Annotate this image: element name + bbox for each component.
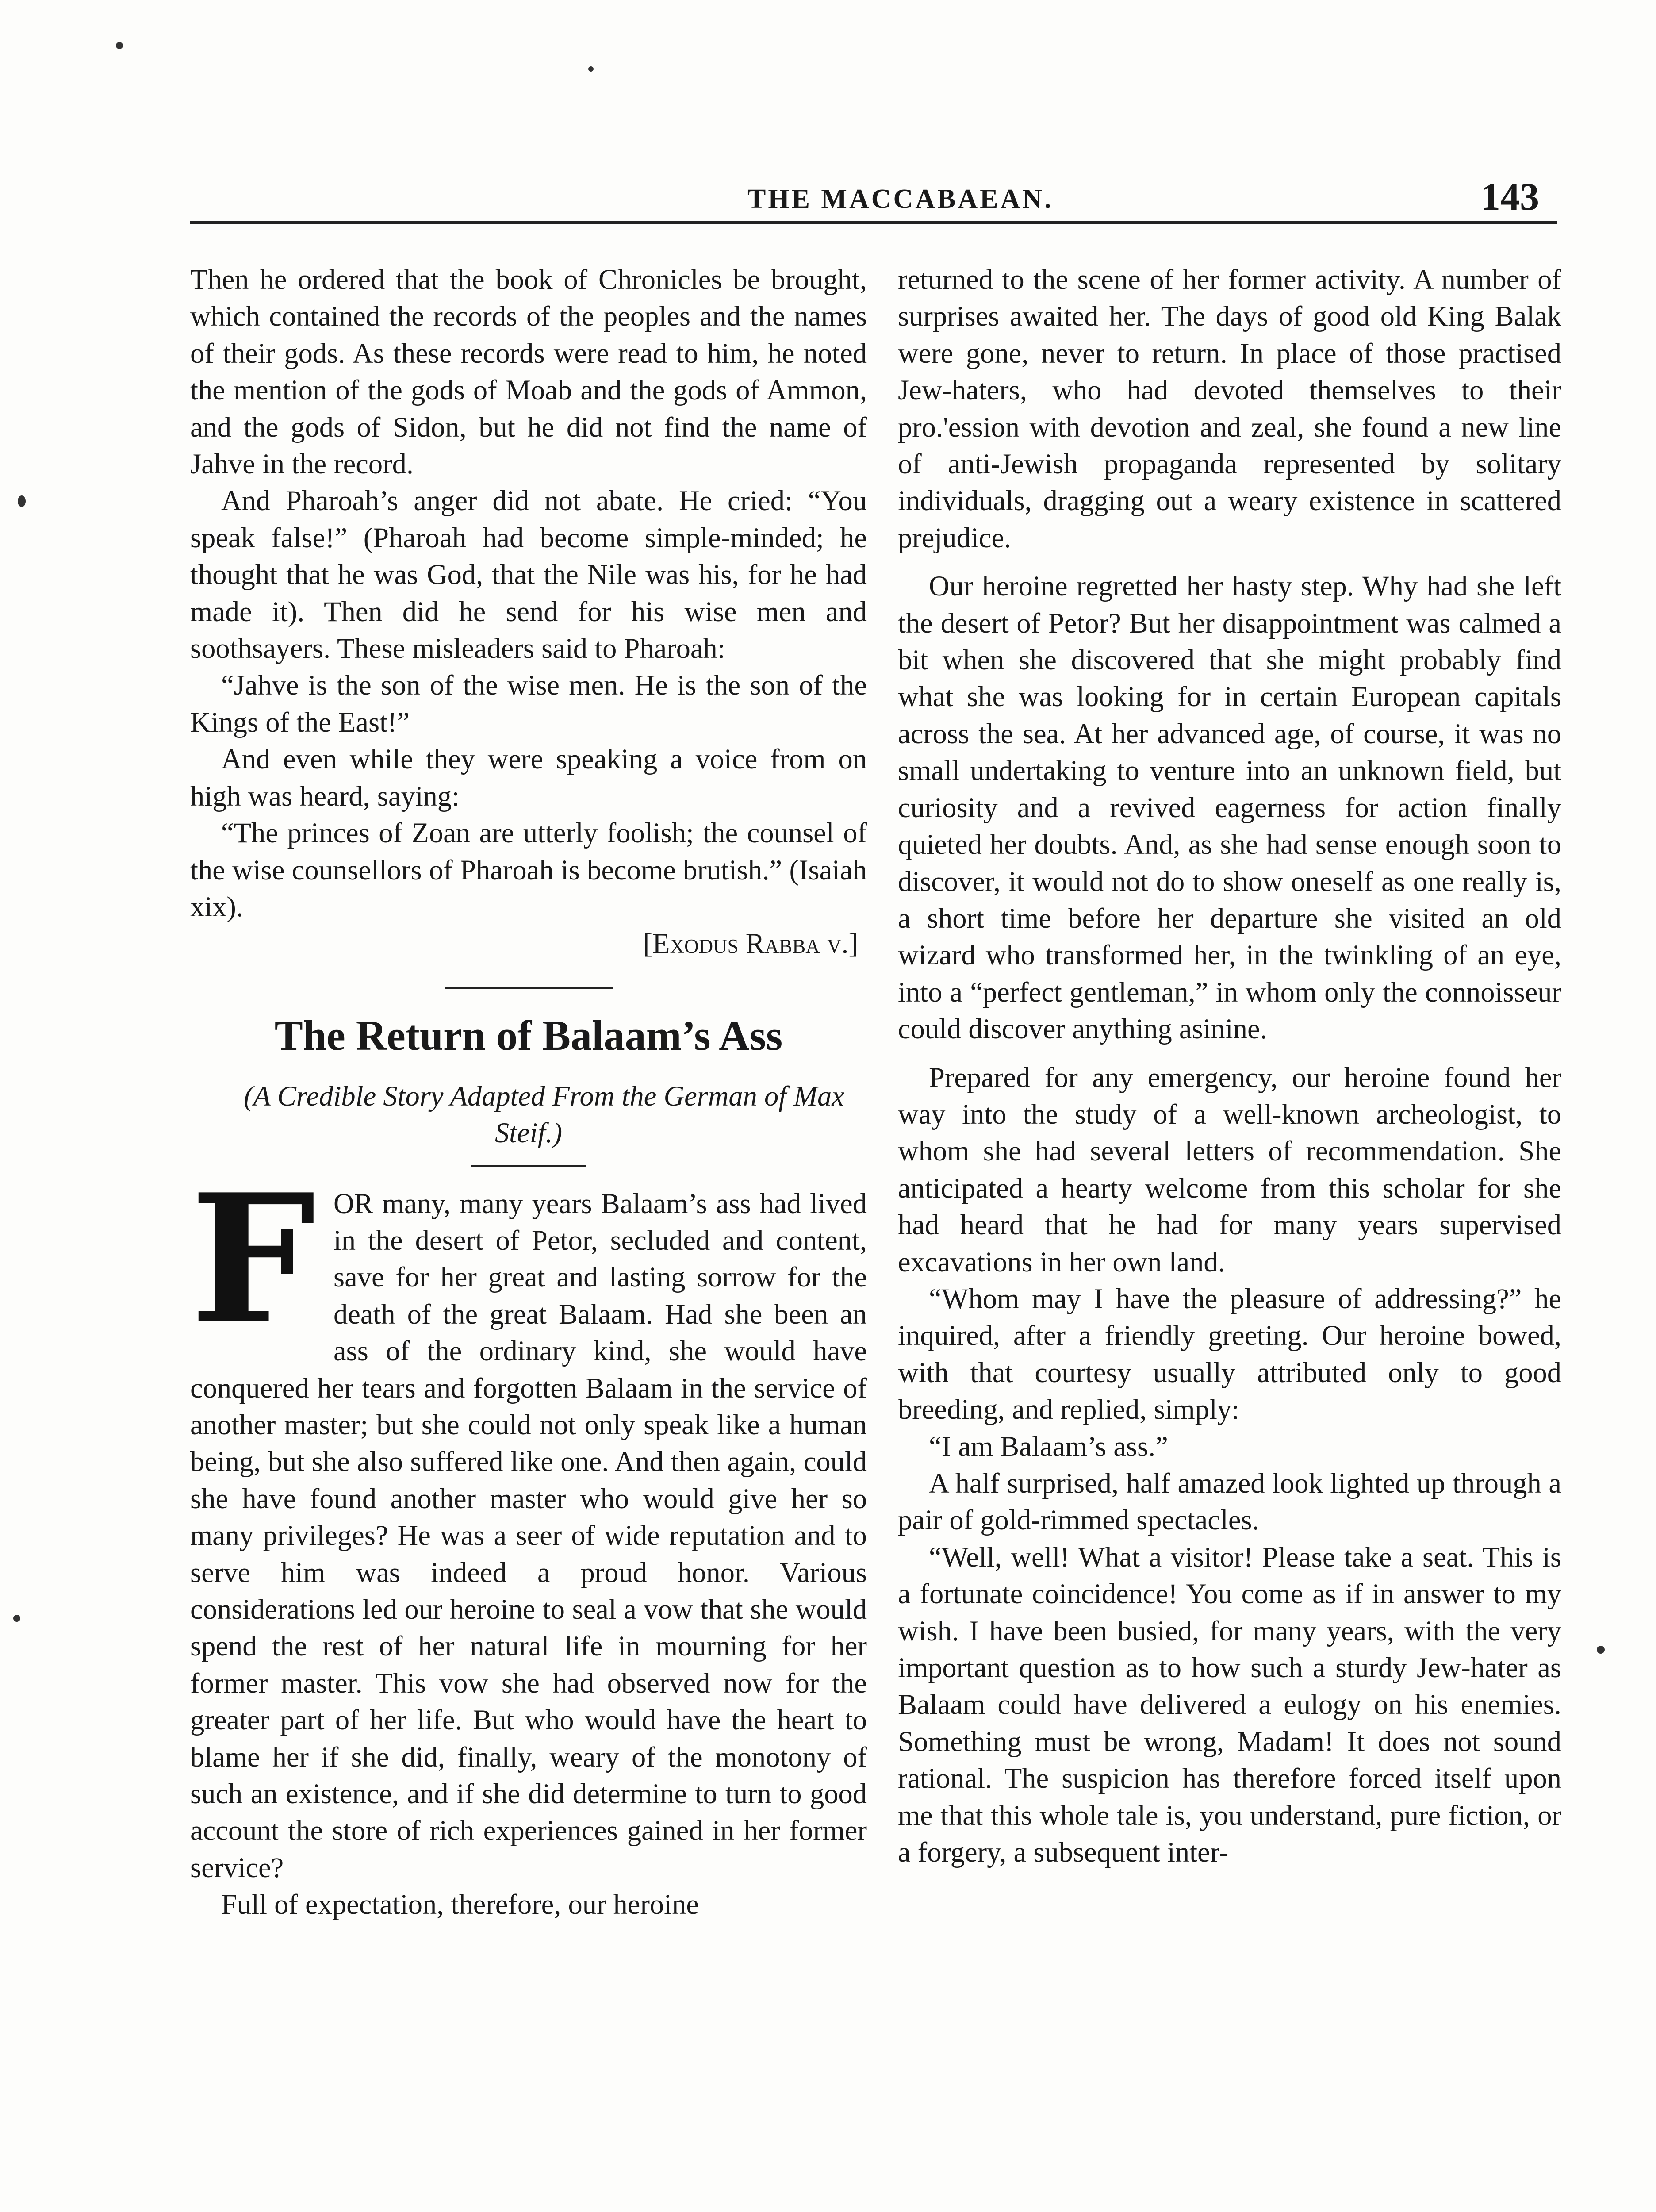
paragraph: “Whom may I have the pleasure of addressing?” he inquired, after a friendly greeting. Our heroine bowed, with that courtesy usually attributed only to good breeding, and replied, simply: <box>898 1283 1561 1425</box>
article-subtitle: (A Credible Story Adapted From the German of Max Steif.) <box>244 1080 844 1149</box>
scan-speck <box>116 42 123 49</box>
paragraph: “Jahve is the son of the wise men. He is the son of the Kings of the East!” <box>190 669 867 738</box>
left-column <box>190 261 867 1923</box>
subtitle-divider <box>471 1165 586 1167</box>
story-opening <box>190 1155 867 1886</box>
page-header <box>190 176 1557 228</box>
paragraph: Full of expectation, therefore, our heroine <box>221 1889 699 1920</box>
paragraph: “I am Balaam’s ass.” <box>929 1430 1168 1462</box>
header-rule <box>190 221 1557 224</box>
page-number: 143 <box>1481 176 1539 219</box>
paragraph: “The princes of Zoan are utterly foolish; the counsel of the wise counsellors of Pharoah is become brutish.” (Isaiah xix). <box>190 817 867 922</box>
section-divider <box>445 987 613 989</box>
article-title: The Return of Balaam’s Ass <box>274 1011 783 1059</box>
citation: [Exodus Rabba v.] <box>643 928 858 960</box>
paragraph: Prepared for any emergency, our heroine found her way into the study of a well-known archeologist, to whom she had several letters of recommendation. She anticipated a hearty welcome from this scholar for she had heard that he had for many years supervised excavations in her own land. <box>898 1061 1561 1278</box>
paragraph: OR many, many years Balaam’s ass had lived in the desert of Petor, secluded and content, save for her great and lasting sorrow for the death of the great Balaam. Had she been an ass of the ordinary kind, she would have conquered her tears and forgotten Balaam in the service of another master; but she could not only speak like a human being, but she also suffered like one. And then again, could she have found another master who would give her so many privileges? He was a seer of wide reputation and to serve him was indeed a proud honor. Various considerations led our heroine to seal a vow that she would spend the rest of her natural life in mourning for her former master. This vow she had observed now for the greater part of her life. But who would have the heart to blame her if she did, finally, weary of the monotony of such an existence, and if she did determine to turn to good account the store of rich experiences gained in her former service? <box>190 1187 867 1883</box>
scan-speck <box>18 495 26 507</box>
scan-speck <box>13 1615 20 1622</box>
drop-cap: F <box>190 1155 316 1363</box>
paragraph: And even while they were speaking a voice from on high was heard, saying: <box>190 743 867 812</box>
paragraph: “Well, well! What a visitor! Please take a seat. This is a fortunate coincidence! You come as if in answer to my wish. I have been busied, for many years, with the very important question as to how such a sturdy Jew-hater as Balaam could have delivered a eulogy on his enemies. Something must be wrong, Madam! It does not sound rational. The suspicion has therefore forced itself upon me that this whole tale is, you understand, pure fiction, or a forgery, a subsequent inter- <box>898 1541 1561 1868</box>
right-column <box>898 261 1561 1870</box>
scan-speck <box>588 66 594 72</box>
scan-speck <box>1597 1646 1605 1654</box>
paragraph: A half surprised, half amazed look lighted up through a pair of gold-rimmed spectacles. <box>898 1467 1561 1536</box>
paragraph: returned to the scene of her former activity. A number of surprises awaited her. The days of good old King Balak were gone, never to return. In place of those practised Jew-haters, who had devoted themselves to their pro.'ession with devotion and zeal, she found a new line of anti-Jewish propaganda represented by solitary individuals, dragging out a weary existence in scattered prejudice. <box>898 264 1561 553</box>
running-title: THE MACCABAEAN. <box>748 184 1054 214</box>
paragraph: Our heroine regretted her hasty step. Why had she left the desert of Petor? But her disappointment was calmed a bit when she discovered that she might probably find what she was looking for in certain European capitals across the sea. At her advanced age, of course, it was no small undertaking to venture into an unknown field, but curiosity and a revived eagerness for action finally quieted her doubts. And, as she had sense enough soon to discover, it would not do to show oneself as one really is, a short time before her departure she visited an old wizard who transformed her, in the twinkling of an eye, into a “perfect gentleman,” in whom only the connoisseur could discover anything asinine. <box>898 570 1561 1045</box>
paragraph: Then he ordered that the book of Chronicles be brought, which contained the records of the peoples and the names of their gods. As these records were read to him, he noted the mention of the gods of Moab and the gods of Ammon, and the gods of Sidon, but he did not find the name of Jahve in the record. <box>190 264 867 480</box>
paragraph: And Pharoah’s anger did not abate. He cried: “You speak false!” (Pharoah had become simple-minded; he thought that he was God, that the Nile was his, for he had made it). Then did he send for his wise men and soothsayers. These misleaders said to Pharoah: <box>190 485 867 664</box>
